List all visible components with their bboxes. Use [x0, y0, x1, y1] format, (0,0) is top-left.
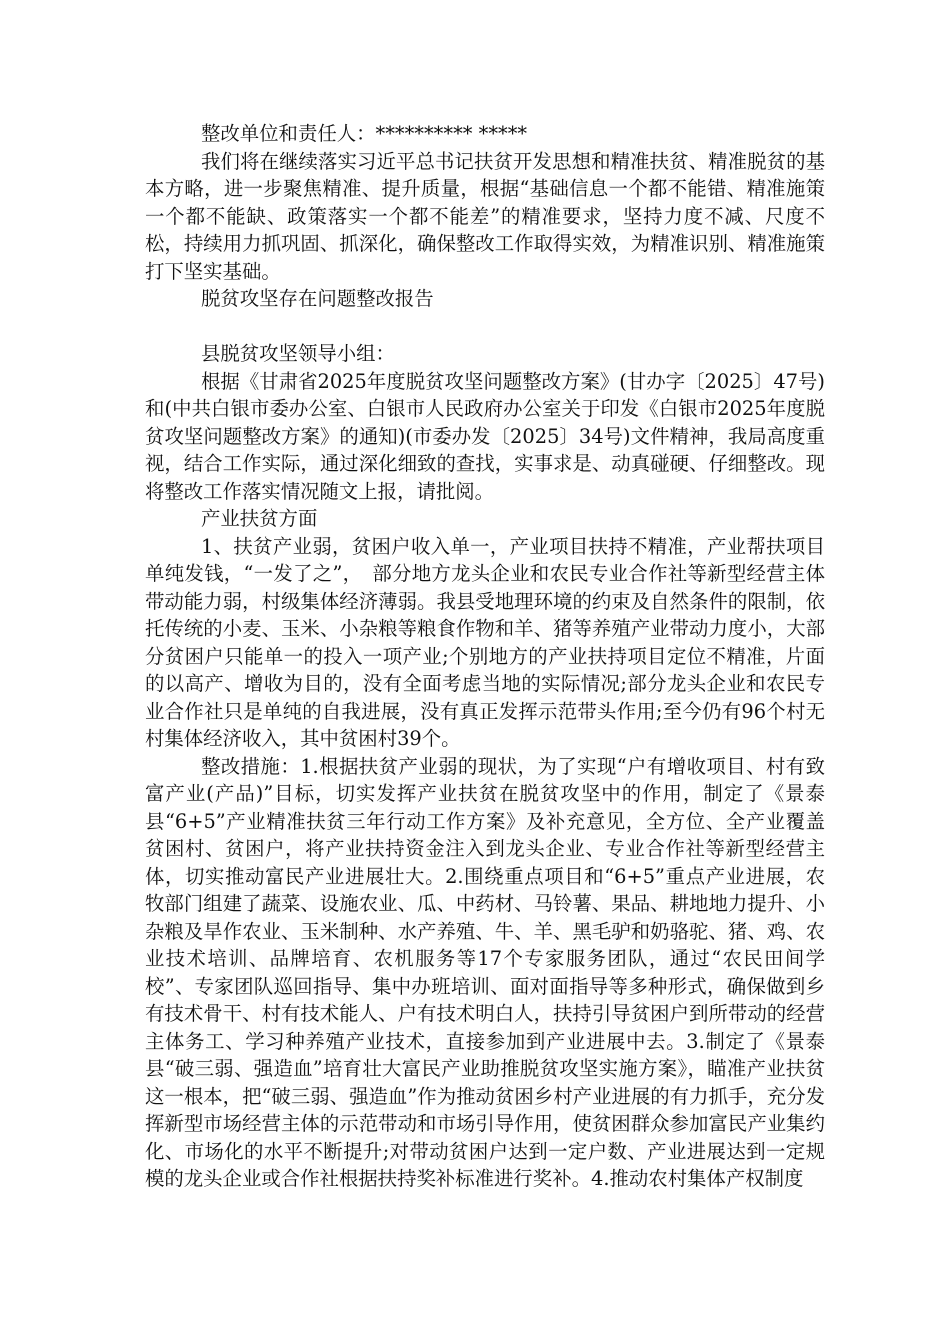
basis-paragraph: 根据《甘肃省2025年度脱贫攻坚问题整改方案》(甘办字〔2025〕47号)和(中共白银市委办公室、白银市人民政府办公室关于印发《白银市2025年度脱贫攻坚问题整改方案》的通知)(市委办发〔2025〕34号)文件精神，我局高度重视，结合工作实际，通过深化细致的查找，实事求是、动真碰硬、仔细整改。现将整改工作落实情况随文上报，请批阅。	[145, 369, 825, 503]
problem-paragraph: 1、扶贫产业弱，贫困户收入单一，产业项目扶持不精准，产业帮扶项目单纯发钱，“一发了之”， 部分地方龙头企业和农民专业合作社等新型经营主体带动能力弱，村级集体经济薄弱。我县受地理环境的约束及自然条件的限制，依托传统的小麦、玉米、小杂粮等粮食作物和羊、猪等养殖产业带动力度小，大部分贫困户只能单一的投入一项产业;个别地方的产业扶持项目定位不精准，片面的以高产、增收为目的，没有全面考虑当地的实际情况;部分龙头企业和农民专业合作社只是单纯的自我进展，没有真正发挥示范带头作用;至今仍有96个村无村集体经济收入，其中贫困村39个。	[145, 534, 825, 750]
section-heading: 产业扶贫方面	[201, 507, 318, 530]
report-title: 脱贫攻坚存在问题整改报告	[201, 287, 434, 310]
document-page	[145, 120, 825, 1193]
measures-paragraph: 整改措施：1.根据扶贫产业弱的现状，为了实现“户有增收项目、村有致富产业(产品)”目标，切实发挥产业扶贫在脱贫攻坚中的作用，制定了《景泰县“6+5”产业精准扶贫三年行动工作方案》及补充意见，全方位、全产业覆盖贫困村、贫困户，将产业扶持资金注入到龙头企业、专业合作社等新型经营主体，切实推动富民产业进展壮大。2.围绕重点项目和“6+5”重点产业进展，农牧部门组建了蔬菜、设施农业、瓜、中药材、马铃薯、果品、耕地地力提升、小杂粮及旱作农业、玉米制种、水产养殖、牛、羊、黑毛驴和奶骆驼、猪、鸡、农业技术培训、品牌培育、农机服务等17个专家服务团队，通过“农民田间学校”、专家团队巡回指导、集中办班培训、面对面指导等多种形式，确保做到乡有技术骨干、村有技术能人、户有技术明白人，扶持引导贫困户到所带动的经营主体务工、学习种养殖产业技术，直接参加到产业进展中去。3.制定了《景泰县“破三弱、强造血”培育壮大富民产业助推脱贫攻坚实施方案》，瞄准产业扶贫这一根本，把“破三弱、强造血”作为推动贫困乡村产业进展的有力抓手，充分发挥新型市场经营主体的示范带动和市场引导作用，使贫困群众参加富民产业集约化、市场化的水平不断提升;对带动贫困户达到一定户数、产业进展达到一定规模的龙头企业或合作社根据扶持奖补标准进行奖补。4.推动农村集体产权制度	[145, 754, 825, 1190]
intro-paragraph: 我们将在继续落实习近平总书记扶贫开发思想和精准扶贫、精准脱贫的基本方略，进一步聚焦精准、提升质量，根据“基础信息一个都不能错、精准施策一个都不能缺、政策落实一个都不能差”的精准要求，坚持力度不减、尺度不松，持续用力抓巩固、抓深化，确保整改工作取得实效，为精准识别、精准施策打下坚实基础。	[145, 149, 825, 283]
blank-line	[145, 313, 825, 341]
responsible-line: 整改单位和责任人：********** *****	[201, 122, 528, 145]
salutation: 县脱贫攻坚领导小组：	[201, 342, 395, 365]
